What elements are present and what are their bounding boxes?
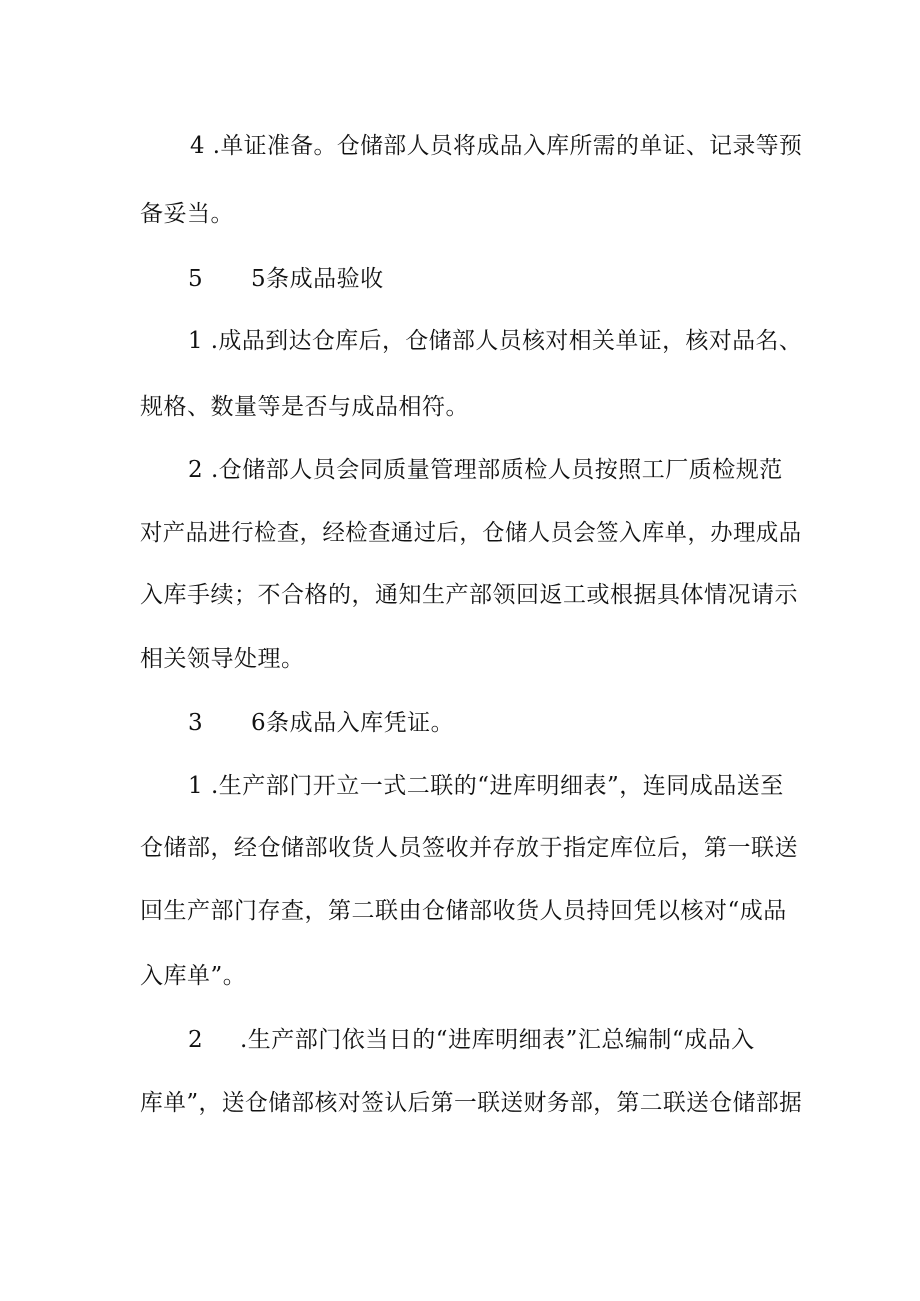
text-line: 1 .生产部门开立一式二联的“进库明细表”，连同成品送至 — [188, 773, 784, 799]
text-line: 回生产部门存查，第二联由仓储部收货人员持回凭以核对“成品 — [140, 898, 787, 924]
text-line: 入库单”。 — [140, 963, 247, 989]
text-line: 规格、数量等是否与成品相符。 — [140, 394, 469, 420]
text-line: 库单”，送仓储部核对签认后第一联送财务部，第二联送仓储部据 — [140, 1090, 803, 1116]
text-line: 对产品进行检查，经检查通过后，仓储人员会签入库单，办理成品 — [140, 520, 802, 546]
section-heading: 5条成品验收 — [251, 266, 384, 292]
text-line: .生产部门依当日的“进库明细表”汇总编制“成品入 — [240, 1027, 755, 1053]
text-line: 入库手续；不合格的，通知生产部领回返工或根据具体情况请示 — [140, 582, 798, 608]
text-line: 备妥当。 — [140, 201, 234, 227]
text-line: 仓储部，经仓储部收货人员签收并存放于指定库位后，第一联送 — [140, 835, 798, 861]
text-line: 相关领导处理。 — [140, 646, 305, 672]
item-number: 2 — [188, 1027, 204, 1053]
section-number: 5 — [188, 266, 204, 292]
text-line: 2 .仓储部人员会同质量管理部质检人员按照工厂质检规范 — [188, 457, 783, 483]
text-line: 1 .成品到达仓库后，仓储部人员核对相关单证，核对品名、 — [188, 328, 803, 354]
section-number: 3 — [188, 710, 204, 736]
text-line: 4 .单证准备。仓储部人员将成品入库所需的单证、记录等预 — [190, 133, 803, 159]
section-heading: 6条成品入库凭证。 — [251, 710, 455, 736]
